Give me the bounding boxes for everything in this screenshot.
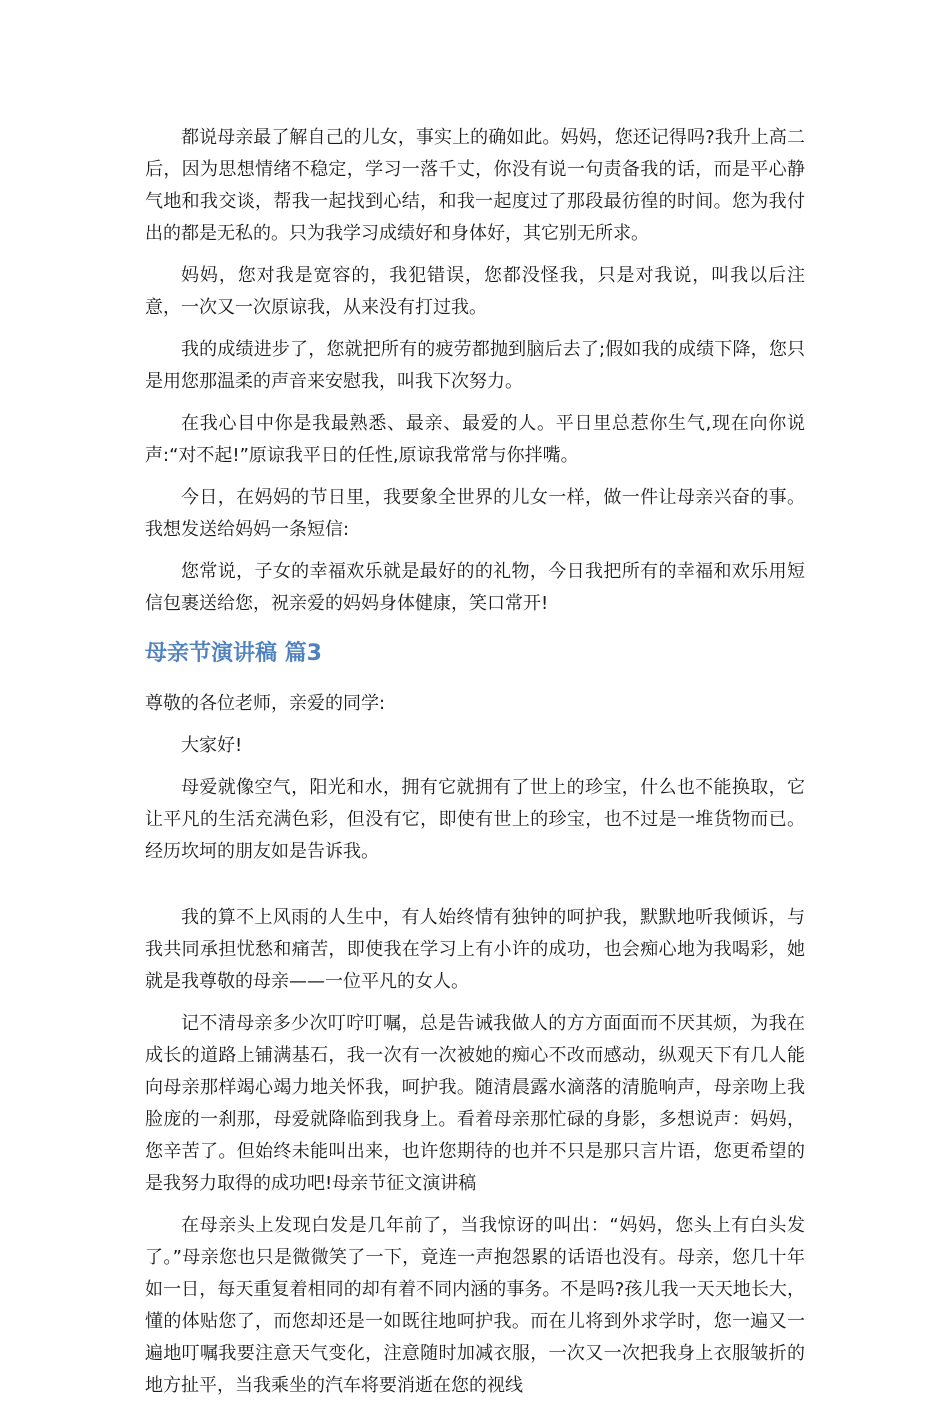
paragraph: 母爱就像空气，阳光和水，拥有它就拥有了世上的珍宝，什么也不能换取，它让平凡的生活充满色彩，但没有它，即使有世上的珍宝，也不过是一堆货物而已。经历坎坷的朋友如是告诉我。 xyxy=(145,777,805,862)
paragraph: 记不清母亲多少次叮咛叮嘱，总是告诫我做人的方方面面而不厌其烦，为我在成长的道路上铺满基石，我一次有一次被她的痴心不改而感动，纵观天下有几人能向母亲那样竭心竭力地关怀我，呵护我。随清晨露水滴落的清脆响声，母亲吻上我脸庞的一刹那，母爱就降临到我身上。看着母亲那忙碌的身影，多想说声：妈妈，您辛苦了。但始终未能叫出来，也许您期待的也并不只是那只言片语，您更希望的是我努力取得的成功吧!母亲节征文演讲稿 xyxy=(145,1013,805,1194)
paragraph: 在母亲头上发现白发是几年前了，当我惊讶的叫出：“妈妈，您头上有白头发了。”母亲您也只是微微笑了一下，竟连一声抱怨累的话语也没有。母亲，您几十年如一日，每天重复着相同的却有着不同内涵的事务。不是吗?孩儿我一天天地长大，懂的体贴您了，而您却还是一如既往地呵护我。而在儿将到外求学时，您一遍又一遍地叮嘱我要注意天气变化，注意随时加减衣服，一次又一次把我身上衣服皱折的地方扯平，当我乘坐的汽车将要消逝在您的视线 xyxy=(145,1215,805,1396)
paragraph: 都说母亲最了解自己的儿女，事实上的确如此。妈妈，您还记得吗?我升上高二后，因为思想情绪不稳定，学习一落千丈，你没有说一句责备我的话，而是平心静气地和我交谈，帮我一起找到心结，和我一起度过了那段最彷徨的时间。您为我付出的都是无私的。只为我学习成绩好和身体好，其它别无所求。 xyxy=(145,127,805,244)
paragraph: 妈妈，您对我是宽容的，我犯错误，您都没怪我，只是对我说，叫我以后注意，一次又一次原谅我，从来没有打过我。 xyxy=(145,265,805,318)
paragraph: 我的成绩进步了，您就把所有的疲劳都抛到脑后去了;假如我的成绩下降，您只是用您那温柔的声音来安慰我，叫我下次努力。 xyxy=(145,339,805,392)
salutation: 尊敬的各位老师，亲爱的同学: xyxy=(145,693,386,714)
paragraph: 您常说，子女的幸福欢乐就是最好的的礼物，今日我把所有的幸福和欢乐用短信包裹送给您，祝亲爱的妈妈身体健康，笑口常开! xyxy=(145,561,805,614)
greeting: 大家好! xyxy=(181,735,243,756)
section-heading: 母亲节演讲稿 篇3 xyxy=(145,641,322,666)
section-gap xyxy=(145,878,805,902)
paragraph: 今日，在妈妈的节日里，我要象全世界的儿女一样，做一件让母亲兴奋的事。我想发送给妈妈一条短信: xyxy=(145,487,805,540)
paragraph: 在我心目中你是我最熟悉、最亲、最爱的人。平日里总惹你生气,现在向你说声:“对不起!”原谅我平日的任性,原谅我常常与你拌嘴。 xyxy=(145,413,805,466)
document-body xyxy=(145,122,805,1412)
paragraph: 我的算不上风雨的人生中，有人始终情有独钟的呵护我，默默地听我倾诉，与我共同承担忧愁和痛苦，即使我在学习上有小许的成功，也会痴心地为我喝彩，她就是我尊敬的母亲——一位平凡的女人。 xyxy=(145,907,805,992)
